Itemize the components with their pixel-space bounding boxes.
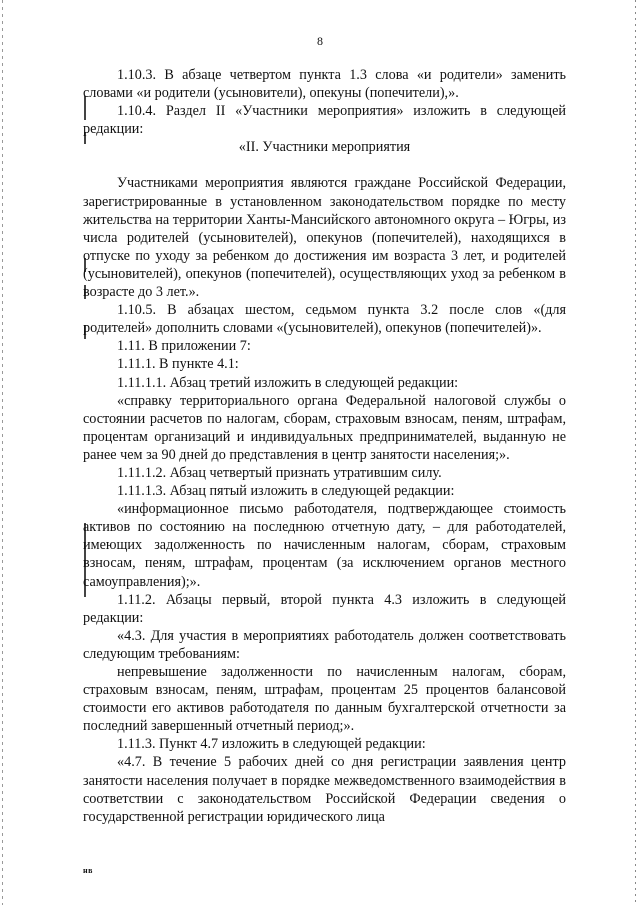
- paragraph: непревышение задолженности по начисленным налогам, сборам, страховым взносам, пеням, штрафам, процентам 25 процентов балансовой стоимости его активов работодателя по данным бухгалтерской отчетности за последний завершенный отчетный период;».: [83, 664, 566, 735]
- paragraph: Участниками мероприятия являются граждане Российской Федерации, зарегистрированные в установленном законодательством порядке по месту жительства на территории Ханты-Мансийского автономного округа – Югры, из числа родителей (усыновителей), опекунов (попечителей), находящихся в отпуске по уходу за ребенком до достижения им возраста 3 лет, и родителей (усыновителей), опекунов (попечителей), осуществляющих уход за ребенком в возрасте до 3 лет.».: [83, 175, 566, 301]
- paragraph: «справку территориального органа Федеральной налоговой службы о состоянии расчетов по налогам, сборам, страховым взносам, пеням, штрафам, процентам организаций и индивидуальных предпринимателей, выданную не ранее чем за 90 дней до представления в центр занятости населения;».: [83, 392, 566, 463]
- paragraph: 1.11.1.3. Абзац пятый изложить в следующей редакции:: [117, 483, 455, 500]
- paragraph: 1.11.1.2. Абзац четвертый признать утратившим силу.: [117, 464, 442, 481]
- paragraph: «4.7. В течение 5 рабочих дней со дня регистрации заявления центр занятости населения получает в порядке межведомственного взаимодействия в соответствии с законодательством Российской Федерации сведения о государственной регистрации юридического лица: [83, 754, 566, 825]
- scan-edge-right: [635, 0, 636, 905]
- paragraph: 1.11. В приложении 7:: [117, 338, 251, 355]
- footer-mark: нв: [83, 866, 93, 875]
- document-body: [83, 66, 566, 826]
- paragraph: 1.11.1. В пункте 4.1:: [117, 356, 239, 373]
- paragraph: 1.11.2. Абзацы первый, второй пункта 4.3 изложить в следующей редакции:: [83, 591, 566, 626]
- paragraph: 1.11.3. Пункт 4.7 изложить в следующей редакции:: [117, 736, 426, 753]
- paragraph: «4.3. Для участия в мероприятиях работодатель должен соответствовать следующим требованиям:: [83, 627, 566, 662]
- paragraph: 1.10.5. В абзацах шестом, седьмом пункта 3.2 после слов «(для родителей» дополнить словами «(усыновителей), опекунов (попечителей)».: [83, 302, 566, 337]
- paragraph: 1.10.4. Раздел II «Участники мероприятия» изложить в следующей редакции:: [83, 103, 566, 138]
- paragraph: 1.11.1.1. Абзац третий изложить в следующей редакции:: [117, 374, 459, 391]
- scan-edge-left: [2, 0, 3, 905]
- paragraph: 1.10.3. В абзаце четвертом пункта 1.3 слова «и родители» заменить словами «и родители (усыновители), опекуны (попечители),».: [83, 67, 566, 102]
- paragraph: «информационное письмо работодателя, подтверждающее стоимость активов по состоянию на последнюю отчетную дату, – для работодателей, имеющих задолженность по начисленным налогам, сборам, страховым взносам, пеням, штрафам, процентам (за исключением органов местного самоуправления);».: [83, 501, 566, 590]
- page-number: 8: [317, 34, 323, 48]
- section-heading: «II. Участники мероприятия: [238, 139, 411, 156]
